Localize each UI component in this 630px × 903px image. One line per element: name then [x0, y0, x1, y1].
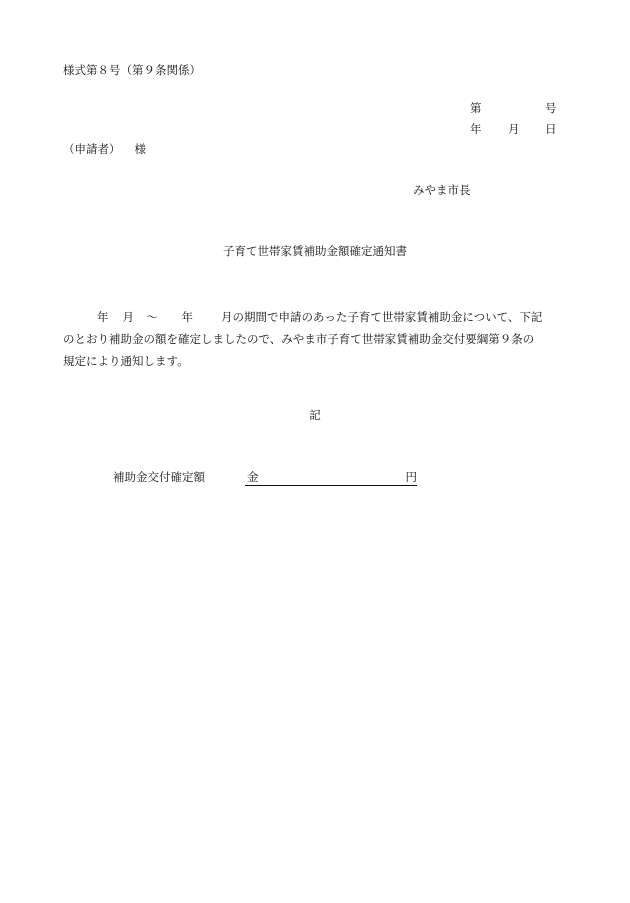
- addressee-label: （申請者）: [63, 142, 121, 156]
- amount-field: [245, 472, 417, 486]
- amount-label: 補助金交付確定額: [113, 470, 205, 484]
- issue-date-year: 年: [470, 122, 482, 136]
- addressee-honorific: 様: [134, 142, 146, 156]
- period-month-1: 月: [122, 310, 134, 324]
- ki-heading: 記: [309, 408, 321, 422]
- document-title: 子育て世帯家賃補助金額確定通知書: [223, 244, 407, 258]
- period-tilde: ～: [146, 310, 158, 324]
- amount-prefix: 金: [247, 470, 259, 484]
- body-line-3: 規定により通知します。: [63, 354, 189, 368]
- issuer-name: みやま市長: [413, 183, 471, 197]
- notice-number-suffix: 号: [545, 101, 557, 115]
- period-year-1: 年: [97, 310, 109, 324]
- form-number-label: 様式第８号（第９条関係）: [63, 63, 201, 77]
- amount-suffix: 円: [405, 470, 417, 484]
- issue-date-month: 月: [508, 122, 520, 136]
- period-month-2: 月: [221, 310, 233, 324]
- body-text: [63, 306, 569, 372]
- period-year-2: 年: [181, 310, 193, 324]
- body-line-1: [63, 306, 569, 328]
- notice-number-prefix: 第: [470, 101, 482, 115]
- body-line-2: のとおり補助金の額を確定しましたので、みやま市子育て世帯家賃補助金交付要綱第９条の: [63, 332, 535, 346]
- addressee: [63, 144, 146, 156]
- issue-date-day: 日: [545, 122, 557, 136]
- body-line-1-rest: の期間で申請のあった子育て世帯家賃補助金について、下記: [232, 310, 543, 324]
